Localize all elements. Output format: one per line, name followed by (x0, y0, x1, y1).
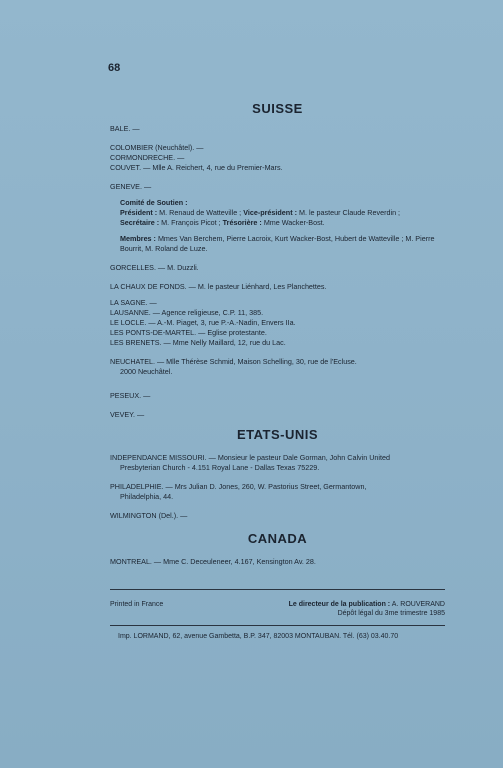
directory-content (110, 100, 445, 567)
entry-ponts-de-martel: LES PONTS-DE-MARTEL. — Eglise protestante. (110, 328, 267, 337)
entry-geneve: GENEVE. — (110, 182, 152, 191)
entry-cormondreche: CORMONDRECHE. — (110, 153, 185, 162)
footer-rule-top (110, 589, 445, 590)
entry-la-sagne: LA SAGNE. — (110, 298, 157, 307)
entry-president-vice (110, 208, 445, 218)
tresoriere-text: Mme Wacker-Bost. (261, 218, 325, 227)
entry-montreal: MONTREAL. — Mme C. Deceuleneer, 4.167, Kensington Av. 28. (110, 557, 316, 566)
vice-president-label: Vice-président : (243, 208, 297, 217)
entry-couvet: COUVET. — Mlle A. Reichert, 4, rue du Premier-Mars. (110, 163, 283, 172)
publication-credits (289, 600, 445, 618)
entry-philadelphie: PHILADELPHIE. — Mrs Julian D. Jones, 260, W. Pastorius Street, Germantown, (110, 482, 367, 491)
entry-chaux-de-fonds: LA CHAUX DE FONDS. — M. le pasteur Liénhard, Les Planchettes. (110, 282, 327, 291)
secretaire-label: Secrétaire : (120, 218, 160, 227)
membres-label: Membres : (120, 234, 156, 243)
entry-wilmington: WILMINGTON (Del.). — (110, 511, 188, 520)
printed-in: Printed in France (110, 601, 164, 608)
entry-vevey: VEVEY. — (110, 410, 145, 419)
entry-membres (110, 234, 445, 254)
president-text: M. Renaud de Watteville ; (157, 208, 244, 217)
president-label: Président : (120, 208, 158, 217)
directeur-name: A. ROUVERAND (390, 601, 445, 608)
section-title-etats-unis: ETATS-UNIS (236, 427, 319, 442)
entry-peseux: PESEUX. — (110, 391, 151, 400)
footer-rule-bottom (110, 625, 445, 626)
entry-bale: BALE. — (110, 124, 140, 133)
membres-text: Mmes Van Berchem, Pierre Lacroix, Kurt Wacker-Bost, Hubert de Watteville ; M. Pierre Bourrit, M. Roland de Luze. (120, 234, 435, 253)
vice-president-text: M. le pasteur Claude Reverdin ; (296, 208, 401, 217)
page-number: 68 (108, 62, 121, 74)
comite-heading: Comité de Soutien : (120, 198, 188, 207)
imprint-line: Imp. LORMAND, 62, avenue Gambetta, B.P. 347, 82003 MONTAUBAN. Tél. (63) 03.40.70 (118, 633, 399, 640)
section-title-canada: CANADA (247, 531, 308, 546)
entry-independance: INDEPENDANCE MISSOURI. — Monsieur le pasteur Dale Gorman, John Calvin United (110, 453, 391, 462)
directeur-label: Le directeur de la publication : (288, 601, 391, 608)
tresoriere-label: Trésorière : (222, 218, 262, 227)
entry-les-brenets: LES BRENETS. — Mme Nelly Maillard, 12, rue du Lac. (110, 338, 286, 347)
depot-legal: Dépôt légal du 3me trimestre 1985 (337, 610, 445, 617)
entry-lausanne: LAUSANNE. — Agence religieuse, C.P. 11, 385. (110, 308, 264, 317)
entry-independance-address: Presbyterian Church - 4.151 Royal Lane - Dallas Texas 75229. (120, 463, 320, 472)
entry-secretaire-tresoriere (110, 218, 445, 228)
entry-philadelphie-city: Philadelphia, 44. (120, 492, 174, 501)
entry-colombier: COLOMBIER (Neuchâtel). — (110, 143, 204, 152)
entry-gorcelles: GORCELLES. — M. Duzzli. (110, 263, 199, 272)
publication-footer (110, 600, 445, 622)
entry-neuchatel: NEUCHATEL. — Mlle Thérèse Schmid, Maison Schelling, 30, rue de l'Ecluse. (110, 357, 357, 366)
entry-le-locle: LE LOCLE. — A.-M. Piaget, 3, rue P.-A.-Nadin, Envers IIa. (110, 318, 296, 327)
entry-neuchatel-postcode: 2000 Neuchâtel. (120, 367, 173, 376)
secretaire-text: M. François Picot ; (159, 218, 223, 227)
section-title-suisse: SUISSE (252, 101, 303, 116)
